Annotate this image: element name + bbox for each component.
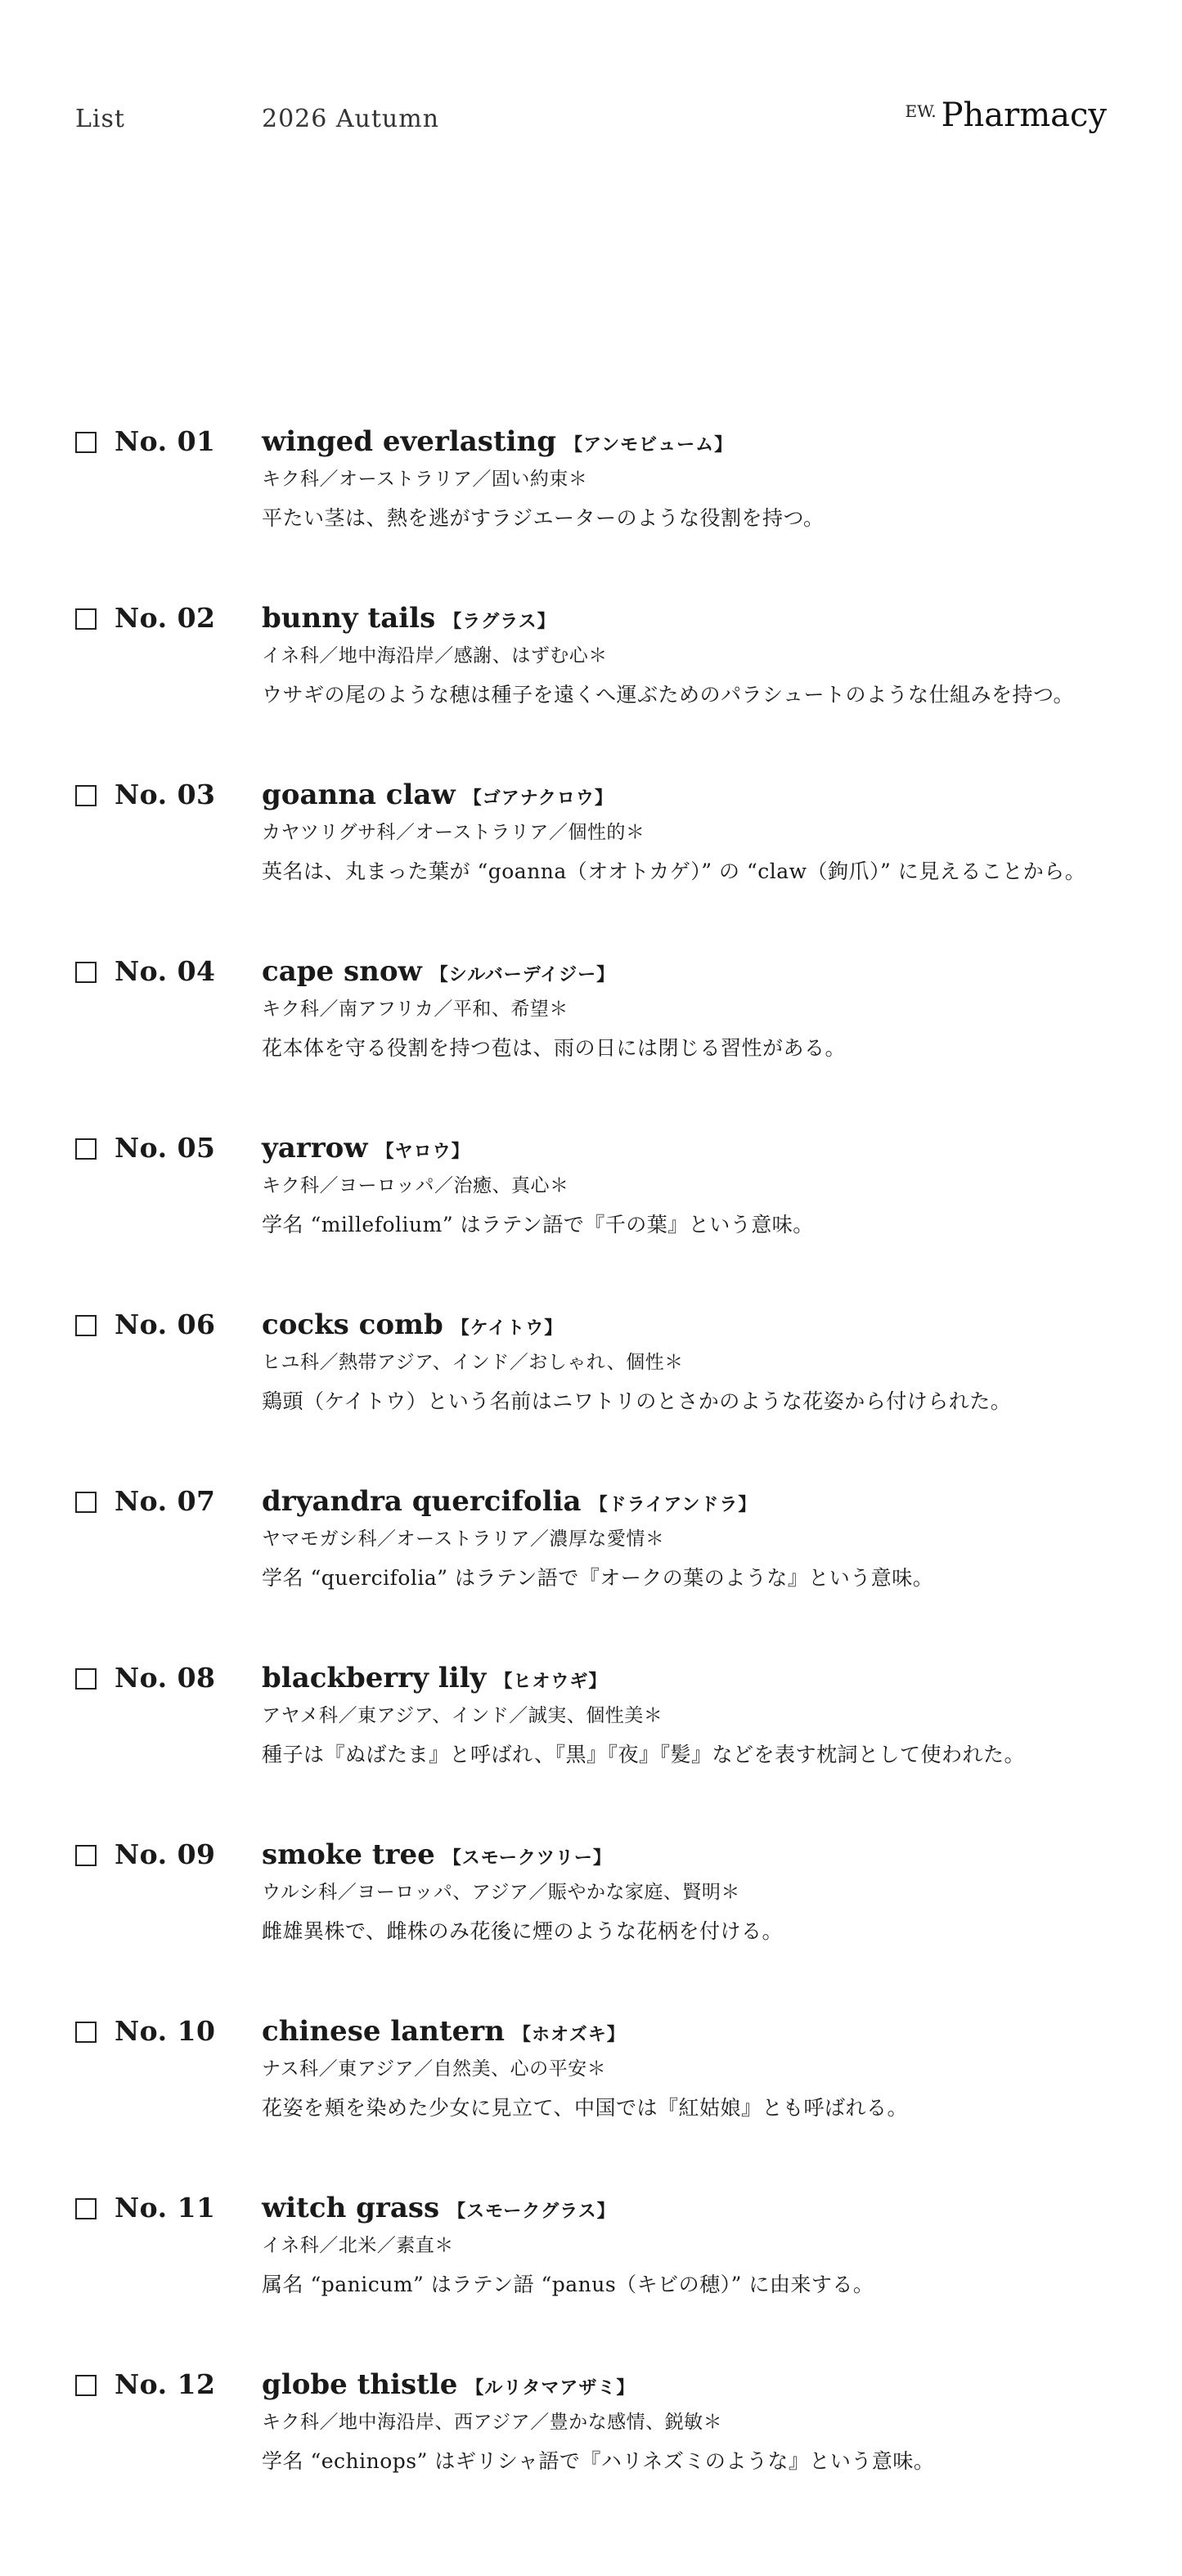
list-item bbox=[75, 602, 1122, 779]
item-name: cape snow bbox=[262, 955, 422, 988]
item-name: smoke tree bbox=[262, 1838, 435, 1871]
item-body bbox=[262, 1838, 1122, 1946]
item-number: No. 12 bbox=[115, 2368, 216, 2400]
checkbox[interactable] bbox=[75, 2198, 97, 2219]
item-description: 鶏頭（ケイトウ）という名前はニワトリのとさかのような花姿から付けられた。 bbox=[262, 1389, 1012, 1413]
item-meta: カヤツリグサ科／オーストラリア／個性的＊ bbox=[262, 822, 645, 843]
item-meta: ナス科／東アジア／自然美、心の平安＊ bbox=[262, 2058, 607, 2080]
list-item bbox=[75, 2015, 1122, 2192]
checkbox[interactable] bbox=[75, 1315, 97, 1336]
item-meta: キク科／オーストラリア／固い約束＊ bbox=[262, 469, 588, 490]
item-meta: キク科／南アフリカ／平和、希望＊ bbox=[262, 999, 569, 1020]
item-kana: 【スモークツリー】 bbox=[443, 1847, 612, 1869]
item-body bbox=[262, 779, 1122, 886]
item-title bbox=[262, 955, 1122, 993]
item-description: 学名 “millefolium” はラテン語で『千の葉』という意味。 bbox=[262, 1213, 814, 1236]
item-meta: キク科／地中海沿岸、西アジア／豊かな感情、鋭敏＊ bbox=[262, 2412, 723, 2433]
item-number: No. 04 bbox=[115, 955, 216, 987]
item-name: witch grass bbox=[262, 2192, 440, 2224]
item-description: 種子は『ぬばたま』と呼ばれ、『黒』『夜』『髪』などを表す枕詞として使われた。 bbox=[262, 1743, 1026, 1766]
list-item bbox=[75, 1838, 1122, 2015]
list-item bbox=[75, 955, 1122, 1132]
item-kana: 【アンモビューム】 bbox=[564, 434, 734, 456]
item-name: globe thistle bbox=[262, 2368, 458, 2401]
item-meta: アヤメ科／東アジア、インド／誠実、個性美＊ bbox=[262, 1705, 663, 1726]
checkbox[interactable] bbox=[75, 608, 97, 630]
item-title bbox=[262, 779, 1122, 816]
checkbox[interactable] bbox=[75, 1845, 97, 1866]
item-description: 雌雄異株で、雌株のみ花後に煙のような花柄を付ける。 bbox=[262, 1919, 784, 1943]
checkbox[interactable] bbox=[75, 785, 97, 806]
item-meta: ヤマモガシ科／オーストラリア／濃厚な愛情＊ bbox=[262, 1528, 665, 1550]
brand-prefix: EW. bbox=[905, 101, 937, 121]
item-meta: イネ科／地中海沿岸／感謝、はずむ心＊ bbox=[262, 645, 608, 666]
item-kana: 【ゴアナクロウ】 bbox=[463, 788, 613, 809]
item-title bbox=[262, 2015, 1122, 2053]
season-label: 2026 Autumn bbox=[262, 105, 440, 133]
item-kana: 【ホオズキ】 bbox=[512, 2024, 626, 2045]
item-body bbox=[262, 1308, 1122, 1416]
item-body bbox=[262, 1485, 1122, 1593]
item-number: No. 05 bbox=[115, 1132, 216, 1164]
list-item bbox=[75, 1485, 1122, 1662]
item-kana: 【ヒオウギ】 bbox=[494, 1671, 608, 1692]
list-item bbox=[75, 1132, 1122, 1308]
item-number: No. 08 bbox=[115, 1662, 216, 1694]
item-meta: キク科／ヨーロッパ／治癒、真心＊ bbox=[262, 1175, 569, 1196]
item-name: goanna claw bbox=[262, 779, 456, 811]
item-title bbox=[262, 1308, 1122, 1346]
item-number: No. 01 bbox=[115, 425, 216, 457]
checkbox[interactable] bbox=[75, 962, 97, 983]
item-name: blackberry lily bbox=[262, 1662, 487, 1694]
item-body bbox=[262, 2015, 1122, 2123]
list-item bbox=[75, 2192, 1122, 2368]
item-meta: イネ科／北米／素直＊ bbox=[262, 2235, 454, 2256]
checkbox[interactable] bbox=[75, 2375, 97, 2396]
list-item bbox=[75, 1662, 1122, 1838]
item-title bbox=[262, 602, 1122, 640]
item-description: 花姿を頬を染めた少女に見立て、中国では『紅姑娘』とも呼ばれる。 bbox=[262, 2096, 909, 2120]
item-kana: 【シルバーデイジー】 bbox=[429, 964, 616, 985]
item-description: ウサギの尾のような穂は種子を遠くへ運ぶためのパラシュートのような仕組みを持つ。 bbox=[262, 683, 1075, 707]
item-kana: 【ケイトウ】 bbox=[451, 1317, 564, 1339]
item-description: 平たい茎は、熱を逃がすラジエーターのような役割を持つ。 bbox=[262, 506, 825, 530]
item-kana: 【ラグラス】 bbox=[443, 611, 556, 632]
item-meta: ヒユ科／熱帯アジア、インド／おしゃれ、個性＊ bbox=[262, 1352, 684, 1373]
checkbox[interactable] bbox=[75, 1492, 97, 1513]
item-title bbox=[262, 425, 1122, 463]
item-name: bunny tails bbox=[262, 602, 436, 635]
checkbox[interactable] bbox=[75, 2022, 97, 2043]
list-item bbox=[75, 425, 1122, 602]
item-name: cocks comb bbox=[262, 1308, 443, 1341]
item-title bbox=[262, 1132, 1122, 1169]
item-title bbox=[262, 2192, 1122, 2229]
item-number: No. 09 bbox=[115, 1838, 216, 1870]
item-description: 学名 “echinops” はギリシャ語で『ハリネズミのような』という意味。 bbox=[262, 2449, 935, 2473]
item-body bbox=[262, 425, 1122, 533]
checkbox[interactable] bbox=[75, 1668, 97, 1690]
list-label: List bbox=[75, 105, 125, 133]
item-kana: 【ヤロウ】 bbox=[375, 1141, 470, 1162]
list-item bbox=[75, 2368, 1122, 2545]
checkbox[interactable] bbox=[75, 1138, 97, 1160]
brand-logo bbox=[906, 96, 1107, 134]
item-number: No. 03 bbox=[115, 779, 216, 810]
item-number: No. 07 bbox=[115, 1485, 216, 1517]
item-description: 花本体を守る役割を持つ苞は、雨の日には閉じる習性がある。 bbox=[262, 1036, 847, 1060]
item-meta: ウルシ科／ヨーロッパ、アジア／賑やかな家庭、賢明＊ bbox=[262, 1882, 740, 1903]
item-body bbox=[262, 1662, 1122, 1770]
checkbox[interactable] bbox=[75, 432, 97, 453]
item-title bbox=[262, 1485, 1122, 1523]
item-description: 学名 “quercifolia” はラテン語で『オークの葉のような』という意味。 bbox=[262, 1566, 934, 1590]
item-kana: 【ルリタマアザミ】 bbox=[465, 2377, 636, 2399]
header bbox=[75, 96, 1107, 146]
list-item bbox=[75, 779, 1122, 955]
item-name: dryandra quercifolia bbox=[262, 1485, 582, 1518]
item-kana: 【スモークグラス】 bbox=[447, 2201, 616, 2222]
item-body bbox=[262, 2192, 1122, 2300]
list-item bbox=[75, 1308, 1122, 1485]
item-list bbox=[75, 425, 1122, 2545]
item-kana: 【ドライアンドラ】 bbox=[589, 1494, 757, 1515]
item-description: 属名 “panicum” はラテン語 “panus（キビの穂）” に由来する。 bbox=[262, 2273, 874, 2296]
item-body bbox=[262, 2368, 1122, 2476]
item-name: winged everlasting bbox=[262, 425, 557, 458]
item-description: 英名は、丸まった葉が “goanna（オオトカゲ）” の “claw（鉤爪）” に見えることから。 bbox=[262, 859, 1086, 883]
item-number: No. 02 bbox=[115, 602, 216, 634]
item-number: No. 06 bbox=[115, 1308, 216, 1340]
item-name: chinese lantern bbox=[262, 2015, 505, 2048]
item-name: yarrow bbox=[262, 1132, 368, 1165]
brand-name: Pharmacy bbox=[941, 96, 1107, 134]
item-number: No. 11 bbox=[115, 2192, 216, 2224]
item-number: No. 10 bbox=[115, 2015, 216, 2047]
item-title bbox=[262, 2368, 1122, 2406]
item-title bbox=[262, 1838, 1122, 1876]
item-body bbox=[262, 1132, 1122, 1240]
item-body bbox=[262, 955, 1122, 1063]
item-body bbox=[262, 602, 1122, 710]
item-title bbox=[262, 1662, 1122, 1699]
